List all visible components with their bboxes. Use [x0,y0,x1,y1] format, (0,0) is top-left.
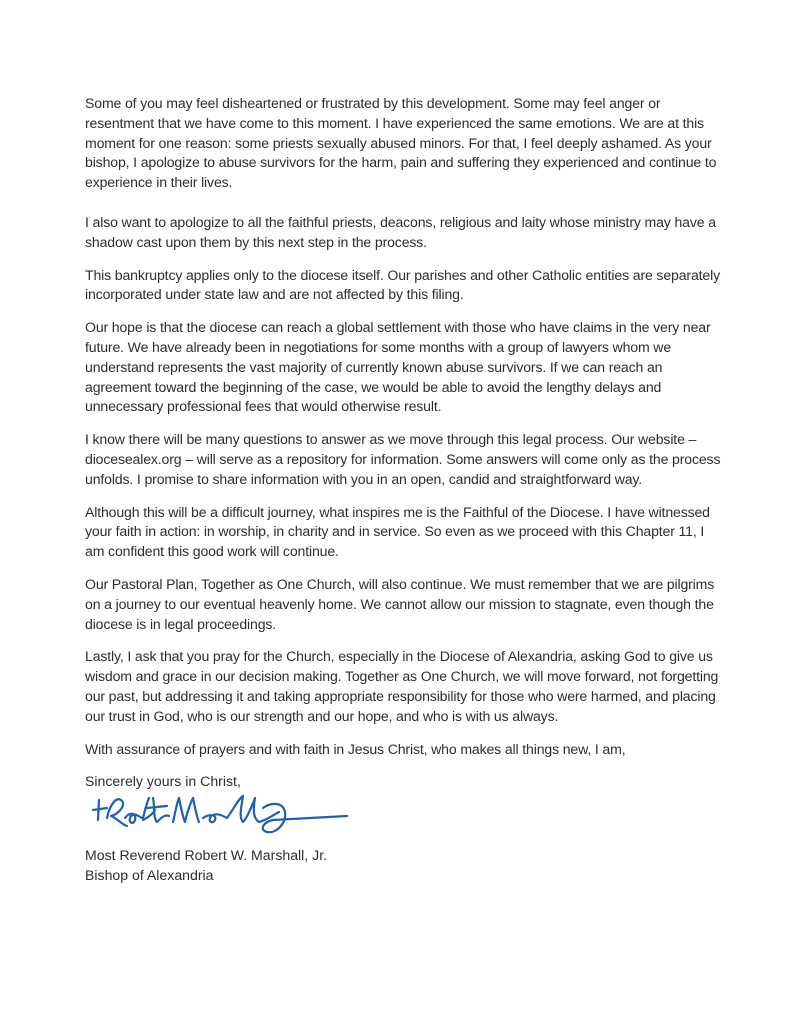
closing-salutation: Sincerely yours in Christ, [85,773,241,790]
paragraph-apology-clergy: I also want to apologize to all the faithful priests, deacons, religious and laity whose ministry may have a shadow cast upon them by this next step in the process. [85,213,716,250]
signatory-name: Most Reverend Robert W. Marshall, Jr. [85,847,328,864]
signatory-title: Bishop of Alexandria [85,866,214,883]
letter-body [85,94,725,886]
paragraph-faithful-inspiration: Although this will be a difficult journey, what inspires me is the Faithful of the Diocese. I have witnessed your faith in action: in worship, in charity and in service. So even as we proceed with this Chapter 11, I am confident this good work will continue. [85,503,710,560]
paragraph-prayer-request: Lastly, I ask that you pray for the Church, especially in the Diocese of Alexandria, asking God to give us wisdom and grace in our decision making. Together as One Church, we will move forward, not forgetting our past, but addressing it and taking appropriate responsibility for those who were harmed, and placing our trust in God, who is our strength and our hope, and who is with us always. [85,648,719,724]
paragraph-settlement-hope: Our hope is that the diocese can reach a global settlement with those who have claims in the very near future. We have already been in negotiations for some months with a group of lawyers whom we understand represents the vast majority of currently known abuse survivors. If we can reach an agreement toward the beginning of the case, we would be able to avoid the lengthy delays and unnecessary professional fees that would otherwise result. [85,319,711,415]
paragraph-apology-survivors: Some of you may feel disheartened or frustrated by this development. Some may feel anger or resentment that we have come to this moment. I have experienced the same emotions. We are at this moment for one reason: some priests sexually abused minors. For that, I feel deeply ashamed. As your bishop, I apologize to abuse survivors for the harm, pain and suffering they experienced and continue to experience in their lives. [85,95,717,191]
paragraph-questions-website: I know there will be many questions to answer as we move through this legal process. Our website – diocesealex.org – will serve as a repository for information. Some answers will come only as the process unfolds. I promise to share information with you in an open, candid and straightforward way. [85,431,721,487]
paragraph-pastoral-plan: Our Pastoral Plan, Together as One Church, will also continue. We must remember that we are pilgrims on a journey to our eventual heavenly home. We cannot allow our mission to stagnate, even though the diocese is in legal proceedings. [85,575,715,632]
paragraph-assurance: With assurance of prayers and with faith in Jesus Christ, who makes all things new, I am, [85,740,626,757]
paragraph-bankruptcy-scope: This bankruptcy applies only to the diocese itself. Our parishes and other Catholic entities are separately incorporated under state law and are not affected by this filing. [85,266,720,303]
signature-block [85,794,725,846]
